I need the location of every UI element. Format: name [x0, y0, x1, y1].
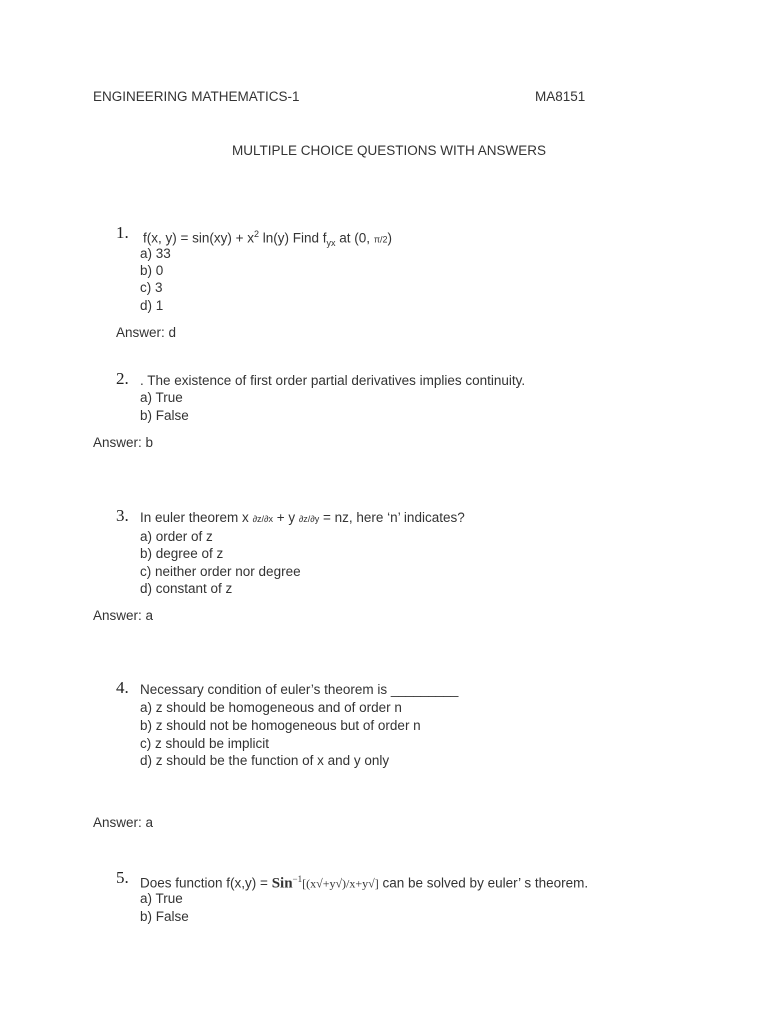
question-3-option-b: b) degree of z [140, 546, 224, 561]
question-1-text: f(x, $y) = \sin(xy) + x^2$ ln(y) Find $f_{yx}$ at (0, π/2) [143, 229, 393, 249]
question-4-number: 4. [116, 678, 129, 697]
question-1-number: 1. [116, 223, 129, 242]
question-4-answer: Answer: a [93, 815, 154, 830]
question-1-option-c: c) 3 [140, 280, 163, 295]
question-4-text: Necessary condition of euler’s theorem is _________ [140, 682, 459, 697]
course-title: ENGINEERING MATHEMATICS-1 [93, 89, 300, 104]
question-3-answer: Answer: a [93, 608, 154, 623]
question-2-option-a: a) True [140, 390, 183, 405]
question-2-answer: Answer: b [93, 435, 154, 450]
question-3-option-d: d) constant of z [140, 581, 233, 596]
question-3-option-a: a) order of z [140, 529, 213, 544]
question-1-option-d: d) 1 [140, 298, 164, 313]
question-4-option-b: b) z should not be homogeneous but of order n [140, 718, 421, 733]
question-2-option-b: b) False [140, 408, 189, 423]
question-5-text: Does function f(x,y) = Sin$^{-1}$[(x√+y√)/x+y√] can be solved by euler’ s theorem. [140, 874, 589, 892]
question-4-option-c: c) z should be implicit [140, 736, 270, 751]
question-2-number: 2. [116, 369, 129, 388]
question-5-option-a: a) True [140, 891, 183, 906]
question-1-option-a: a) 33 [140, 246, 171, 261]
question-4-option-d: d) z should be the function of x and y only [140, 753, 390, 768]
question-1-answer: Answer: d [116, 325, 177, 340]
question-5-option-b: b) False [140, 909, 189, 924]
question-3-text: In euler theorem x ∂z/∂x + y ∂z/∂y = nz, here ‘n’ indicates? [140, 510, 465, 525]
question-3-number: 3. [116, 506, 129, 525]
question-3-option-c: c) neither order nor degree [140, 564, 301, 579]
question-4-option-a: a) z should be homogeneous and of order n [140, 700, 402, 715]
course-code: MA8151 [535, 89, 586, 104]
document-title: MULTIPLE CHOICE QUESTIONS WITH ANSWERS [232, 143, 547, 158]
question-5-number: 5. [116, 868, 129, 887]
question-2-text: . The existence of first order partial derivatives implies continuity. [140, 373, 526, 388]
question-1-option-b: b) 0 [140, 263, 164, 278]
